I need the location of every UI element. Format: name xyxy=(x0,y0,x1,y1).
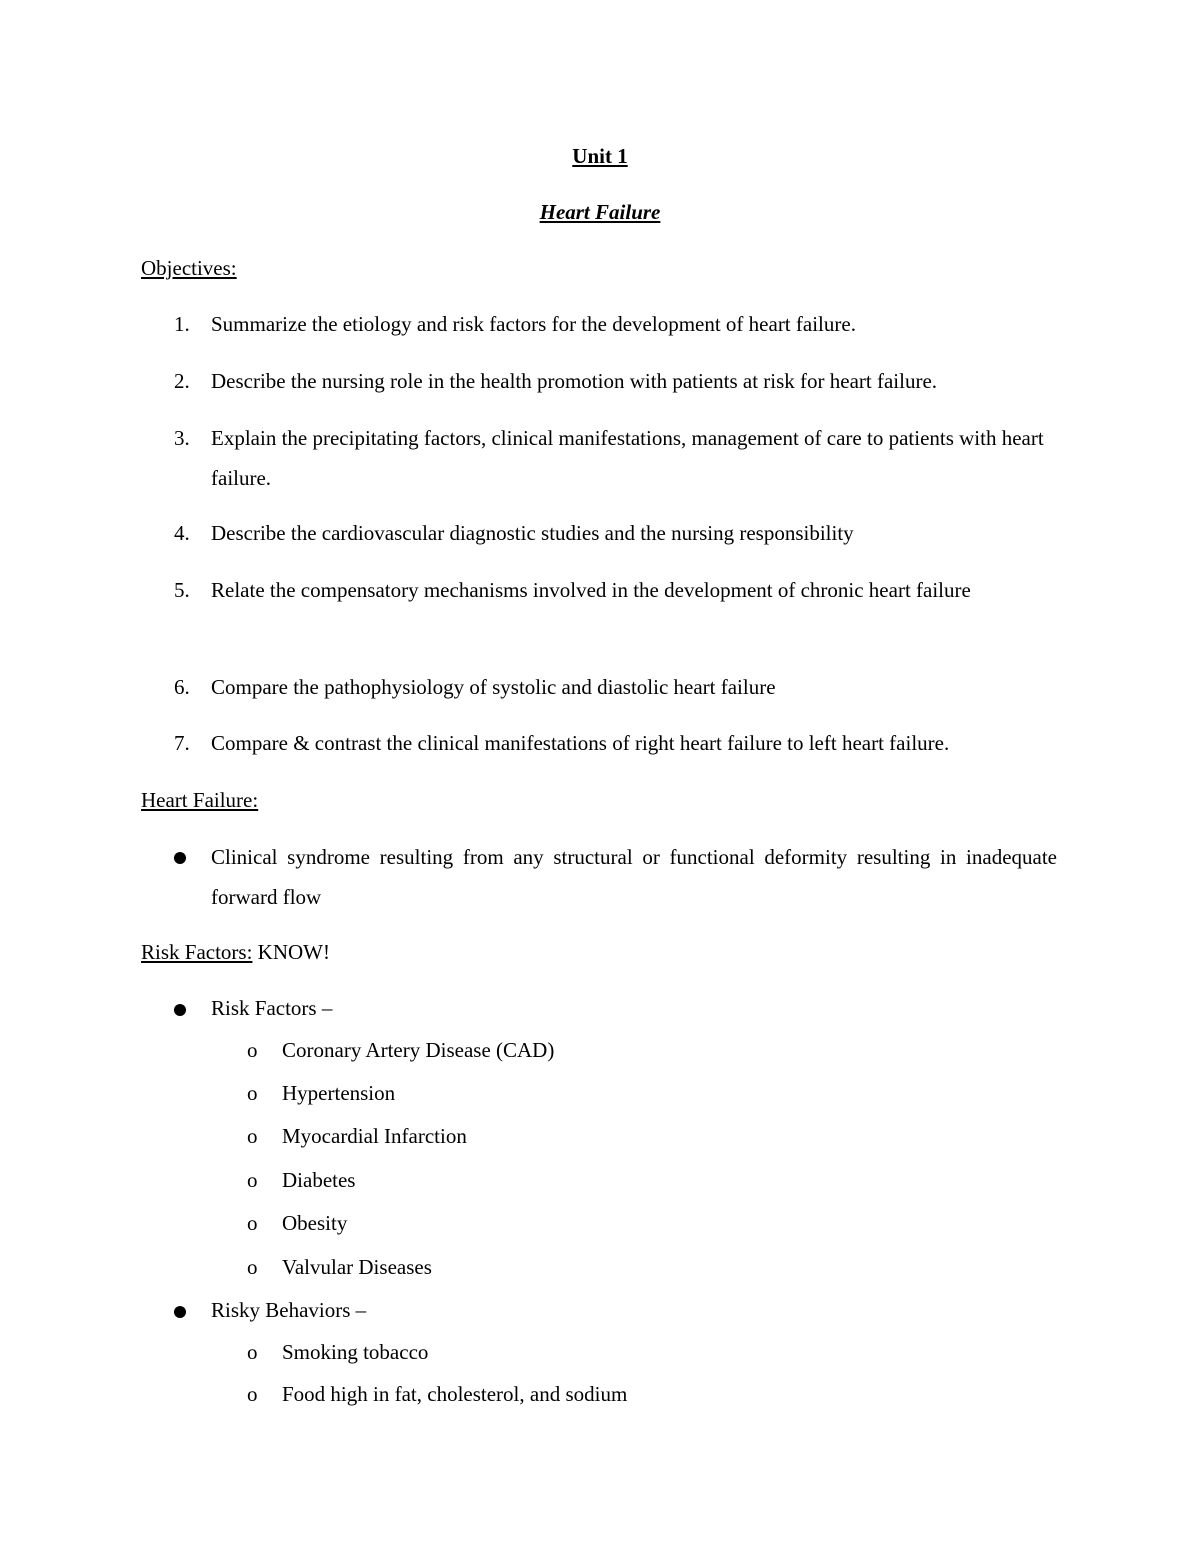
heart-failure-definition: Clinical syndrome resulting from any structural or functional deformity resulting in inadequate forward flow xyxy=(211,845,1057,909)
sub-bullet-icon: o xyxy=(247,1038,258,1062)
objective-number: 4. xyxy=(174,521,190,545)
risk-group-label: Risky Behaviors – xyxy=(211,1298,367,1322)
risk-item: Valvular Diseases xyxy=(282,1255,432,1279)
risk-item: Coronary Artery Disease (CAD) xyxy=(282,1038,555,1062)
objective-number: 6. xyxy=(174,675,190,699)
sub-bullet-icon: o xyxy=(247,1382,258,1406)
objective-number: 2. xyxy=(174,369,190,393)
risk-factors-note: KNOW! xyxy=(252,940,330,964)
page-subtitle: Heart Failure xyxy=(539,200,661,224)
risk-item: Myocardial Infarction xyxy=(282,1124,467,1148)
risk-group-label: Risk Factors – xyxy=(211,996,333,1020)
risk-item: Food high in fat, cholesterol, and sodium xyxy=(282,1382,628,1406)
sub-bullet-icon: o xyxy=(247,1255,258,1279)
risk-item: Smoking tobacco xyxy=(282,1340,429,1364)
risk-factors-heading: Risk Factors: xyxy=(141,940,253,964)
objective-text: Describe the nursing role in the health promotion with patients at risk for heart failure. xyxy=(211,369,938,393)
sub-bullet-icon: o xyxy=(247,1168,258,1192)
objective-text: Compare the pathophysiology of systolic and diastolic heart failure xyxy=(211,675,776,699)
heart-failure-heading: Heart Failure: xyxy=(141,788,259,812)
risk-item: Diabetes xyxy=(282,1168,356,1192)
objective-number: 3. xyxy=(174,426,190,450)
objectives-heading: Objectives: xyxy=(141,256,237,280)
objective-text: Summarize the etiology and risk factors for the development of heart failure. xyxy=(211,312,856,336)
objective-number: 7. xyxy=(174,731,190,755)
risk-item: Hypertension xyxy=(282,1081,396,1105)
page-title: Unit 1 xyxy=(572,144,628,168)
objective-number: 5. xyxy=(174,578,190,602)
bullet-icon xyxy=(174,852,186,864)
objective-text: Explain the precipitating factors, clinical manifestations, management of care to patients with heart failure. xyxy=(211,426,1044,490)
objective-text: Compare & contrast the clinical manifestations of right heart failure to left heart failure. xyxy=(211,731,950,755)
risk-factors-heading-line xyxy=(141,942,330,963)
risk-item: Obesity xyxy=(282,1211,348,1235)
sub-bullet-icon: o xyxy=(247,1081,258,1105)
sub-bullet-icon: o xyxy=(247,1211,258,1235)
bullet-icon xyxy=(174,1306,186,1318)
sub-bullet-icon: o xyxy=(247,1124,258,1148)
objective-text: Describe the cardiovascular diagnostic studies and the nursing responsibility xyxy=(211,521,854,545)
sub-bullet-icon: o xyxy=(247,1340,258,1364)
objective-text: Relate the compensatory mechanisms involved in the development of chronic heart failure xyxy=(211,578,971,602)
objective-number: 1. xyxy=(174,312,190,336)
bullet-icon xyxy=(174,1004,186,1016)
